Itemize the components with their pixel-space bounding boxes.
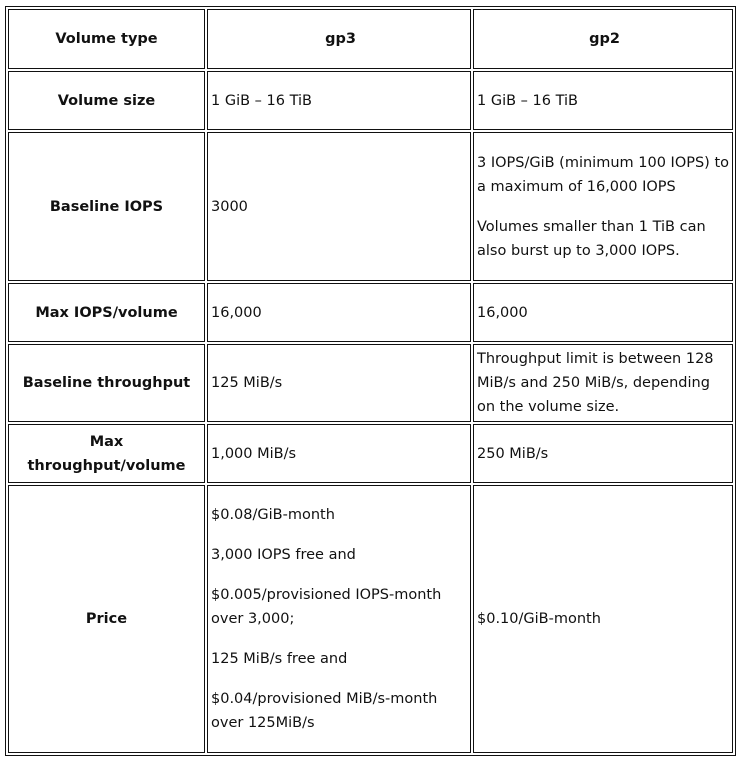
volume-type-header: Volume type bbox=[8, 9, 205, 69]
volume-size-row bbox=[8, 71, 733, 130]
price-gp3-text-2: 3,000 IOPS free and bbox=[211, 547, 356, 563]
price-row bbox=[8, 485, 733, 753]
max-throughput-gp3: 1,000 MiB/s bbox=[207, 424, 471, 483]
baseline-throughput-gp3: 125 MiB/s bbox=[207, 344, 471, 422]
baseline-iops-gp2 bbox=[473, 132, 733, 281]
max-iops-row bbox=[8, 283, 733, 342]
baseline-throughput-label: Baseline throughput bbox=[8, 344, 205, 422]
gp2-header: gp2 bbox=[473, 9, 733, 69]
max-throughput-label: Max throughput/volume bbox=[8, 424, 205, 483]
baseline-iops-label: Baseline IOPS bbox=[8, 132, 205, 281]
price-gp3 bbox=[207, 485, 471, 753]
baseline-iops-gp2-text-2: Volumes smaller than 1 TiB can also burst up to 3,000 IOPS. bbox=[477, 218, 706, 259]
volume-size-gp2: 1 GiB – 16 TiB bbox=[473, 71, 733, 130]
max-iops-label: Max IOPS/volume bbox=[8, 283, 205, 342]
baseline-iops-gp3: 3000 bbox=[207, 132, 471, 281]
price-gp3-text-1: $0.08/GiB-month bbox=[211, 507, 335, 523]
price-gp3-text-5: $0.04/provisioned MiB/s-month over 125MiB/s bbox=[211, 691, 438, 731]
max-throughput-row bbox=[8, 424, 733, 483]
price-gp3-text-4: 125 MiB/s free and bbox=[211, 651, 348, 667]
baseline-iops-gp2-text-1: 3 IOPS/GiB (minimum 100 IOPS) to a maximum of 16,000 IOPS bbox=[477, 154, 730, 195]
header-row bbox=[8, 9, 733, 69]
baseline-throughput-row bbox=[8, 344, 733, 422]
price-label: Price bbox=[8, 485, 205, 753]
baseline-iops-row bbox=[8, 132, 733, 281]
comparison-table bbox=[5, 6, 736, 756]
max-iops-gp2: 16,000 bbox=[473, 283, 733, 342]
baseline-throughput-gp2: Throughput limit is between 128 MiB/s and 250 MiB/s, depending on the volume size. bbox=[473, 344, 733, 422]
price-gp3-text-3: $0.005/provisioned IOPS-month over 3,000; bbox=[211, 587, 442, 627]
gp3-header: gp3 bbox=[207, 9, 471, 69]
price-gp2: $0.10/GiB-month bbox=[473, 485, 733, 753]
volume-size-gp3: 1 GiB – 16 TiB bbox=[207, 71, 471, 130]
max-iops-gp3: 16,000 bbox=[207, 283, 471, 342]
max-throughput-gp2: 250 MiB/s bbox=[473, 424, 733, 483]
volume-size-label: Volume size bbox=[8, 71, 205, 130]
